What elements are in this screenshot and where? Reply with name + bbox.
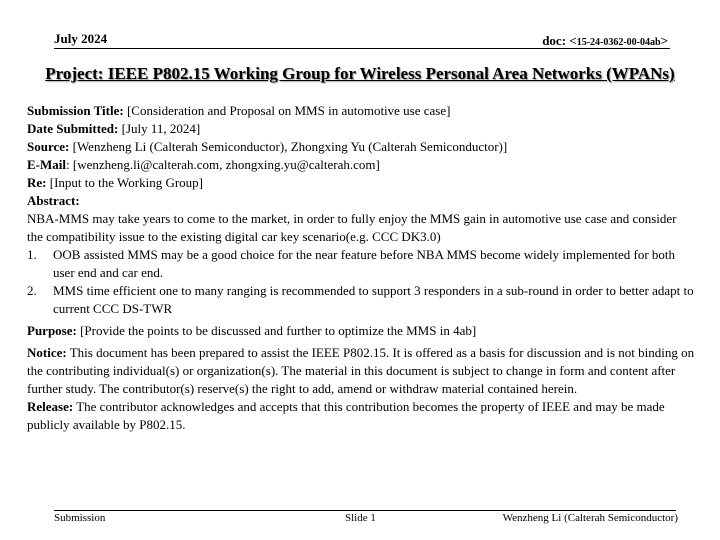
abstract-text: NBA-MMS may take years to come to the market, in order to fully enjoy the MMS gain in automotive use case and consider the compatibility issue to the existing digital car key scenario(e.g. CCC DK3.0) (27, 211, 677, 244)
doc-label: doc: < (542, 33, 577, 48)
submission-title-line (27, 102, 695, 120)
re-line (27, 174, 695, 192)
notice-paragraph (27, 344, 695, 398)
purpose-label: Purpose: (27, 323, 77, 338)
header-rule (54, 48, 670, 49)
header-doc-id (542, 33, 668, 49)
source-label: Source: (27, 139, 70, 154)
date-submitted-label: Date Submitted: (27, 121, 119, 136)
abstract-label (27, 192, 695, 210)
footer-slide-number: Slide 1 (345, 512, 376, 524)
email-line (27, 156, 695, 174)
list-item-text: OOB assisted MMS may be a good choice for the near feature before NBA MMS become widely implemented for both user end and car end. (53, 247, 676, 280)
list-item-text: MMS time efficient one to many ranging is recommended to support 3 responders in a sub-round in order to better adapt to current CCC DS-TWR (53, 283, 694, 316)
doc-number: 15-24-0362-00-04ab (576, 37, 661, 48)
footer-author: Wenzheng Li (Calterah Semiconductor) (502, 512, 678, 524)
submission-title-label: Submission Title: (27, 103, 124, 118)
email-value: : [wenzheng.li@calterah.com, zhongxing.yu@calterah.com] (66, 157, 380, 172)
abstract-label-text: Abstract: (27, 193, 80, 208)
source-value: [Wenzheng Li (Calterah Semiconductor), Zhongxing Yu (Calterah Semiconductor)] (69, 139, 508, 154)
slide-body (27, 102, 695, 434)
notice-value: This document has been prepared to assist the IEEE P802.15. It is offered as a basis for discussion and is not binding on the contributing individual(s) or organization(s). The material in this document is subject to change in form and content after further study. The contributor(s) reserve(s) the right to add, amend or withdraw material contained herein. (27, 345, 695, 396)
email-label: E-Mail (27, 157, 66, 172)
list-item-number: 1. (27, 247, 37, 262)
source-line (27, 138, 695, 156)
submission-title-value: [Consideration and Proposal on MMS in automotive use case] (123, 103, 451, 118)
header-date: July 2024 (54, 31, 108, 46)
release-value: The contributor acknowledges and accepts that this contribution becomes the property of IEEE and may be made publicly available by P802.15. (27, 399, 665, 432)
abstract-list (27, 246, 695, 318)
footer-submission: Submission (54, 512, 106, 524)
re-value: [Input to the Working Group] (46, 175, 203, 190)
list-item (27, 246, 695, 282)
date-submitted-line (27, 120, 695, 138)
purpose-value: [Provide the points to be discussed and further to optimize the MMS in 4ab] (76, 323, 477, 338)
release-label: Release: (27, 399, 74, 414)
re-label: Re: (27, 175, 47, 190)
doc-close: > (660, 33, 668, 48)
release-paragraph (27, 398, 695, 434)
footer-rule (54, 510, 676, 511)
notice-label: Notice: (27, 345, 67, 360)
purpose-line (27, 322, 695, 340)
list-item (27, 282, 695, 318)
page-title: Project: IEEE P802.15 Working Group for Wireless Personal Area Networks (WPANs) (45, 64, 675, 83)
list-item-number: 2. (27, 283, 37, 298)
date-submitted-value: [July 11, 2024] (118, 121, 201, 136)
